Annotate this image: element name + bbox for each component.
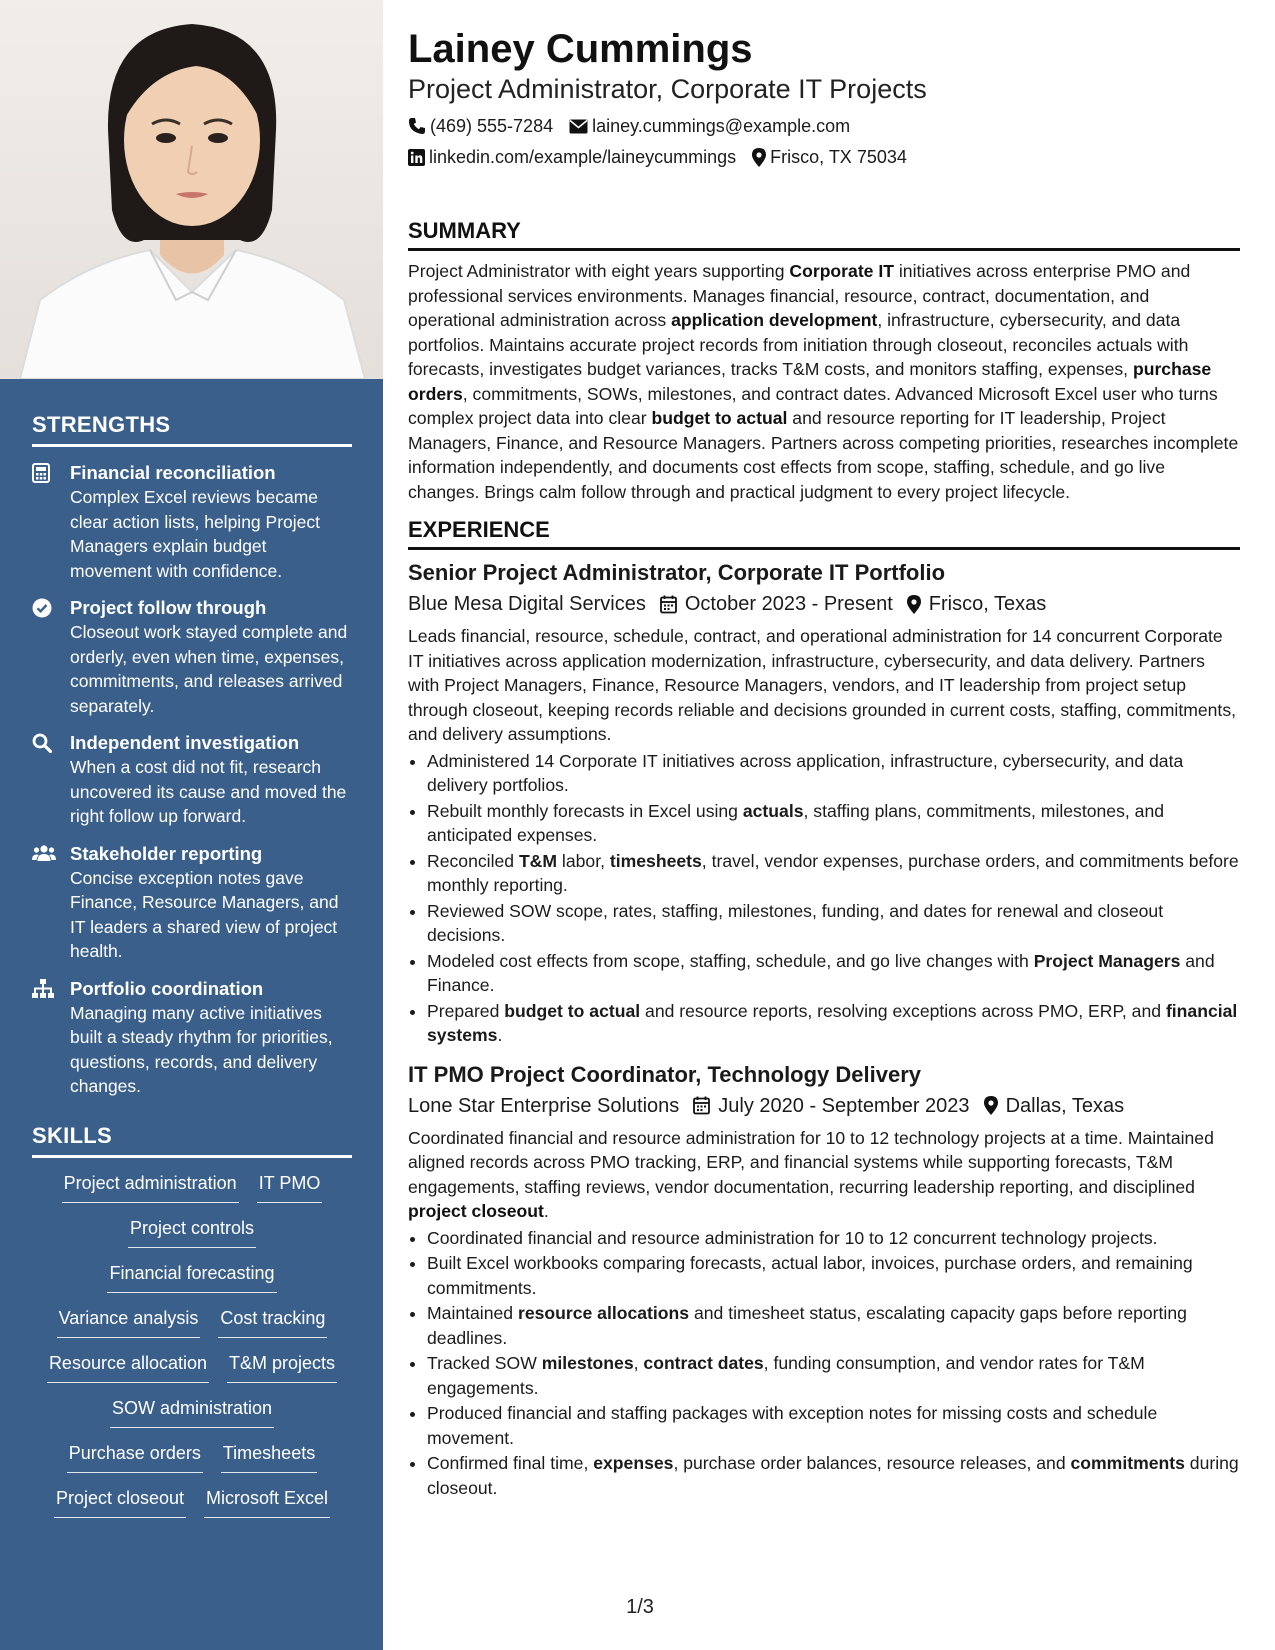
- candidate-name: Lainey Cummings: [408, 27, 753, 71]
- skill-tag: SOW administration: [110, 1397, 274, 1428]
- skill-row: [32, 1442, 352, 1473]
- text-run: Produced financial and staffing packages with exception notes for missing costs and schedule movement.: [427, 1403, 1158, 1448]
- text-run: , commitments, SOWs, milestones, and contract dates. Advanced Microsoft Excel user who turns complex project data into clear: [408, 383, 1218, 428]
- text-run: Leads financial, resource, schedule, contract, and operational administration for 14 concurrent Corporate IT initiatives across application modernization, infrastructure, cybersecurity, and data delivery. Partners with Project Managers, Finance, Resource Managers, vendors, and IT leadership from project setup through closeout, keeping records reliable and decisions grounded in current costs, staffing, commitments, and delivery assumptions.: [408, 626, 1237, 744]
- bold-text: budget to actual: [504, 1000, 641, 1021]
- strength-title: Financial reconciliation: [70, 462, 276, 483]
- email-contact[interactable]: [569, 114, 850, 138]
- bullet-item: [427, 1401, 1240, 1450]
- text-run: Confirmed final time,: [427, 1453, 594, 1473]
- summary-section: [408, 217, 1240, 504]
- text-run: Coordinated financial and resource administration for 10 to 12 concurrent technology projects.: [427, 1227, 1158, 1248]
- job-entry: [408, 558, 1240, 1048]
- text-run: and resource reports, resolving exceptions across PMO, ERP, and: [640, 1000, 1166, 1021]
- text-run: Administered 14 Corporate IT initiatives across application, infrastructure, cybersecurity, and data delivery portfolios.: [427, 750, 1184, 795]
- location-contact: [752, 145, 907, 169]
- job-intro: [408, 624, 1240, 747]
- job-meta: [408, 1092, 1240, 1120]
- skill-row: [32, 1487, 352, 1518]
- strength-item: [32, 977, 352, 1099]
- text-run: during closeout.: [427, 1453, 1239, 1498]
- company-name: Lone Star Enterprise Solutions: [408, 1094, 680, 1117]
- bold-text: T&M: [518, 850, 558, 871]
- bullet-item: [427, 949, 1240, 998]
- text-run: , purchase order balances, resource releases, and: [673, 1453, 1071, 1473]
- bullet-item: [427, 799, 1240, 848]
- sidebar-content: [32, 412, 352, 1518]
- text-run: , funding consumption, and vendor rates for T&M engagements.: [427, 1353, 1145, 1398]
- strength-item: [32, 461, 352, 583]
- bullet-item: [427, 749, 1240, 798]
- strength-title: Independent investigation: [70, 732, 300, 753]
- skill-tag: Cost tracking: [218, 1307, 327, 1338]
- job-location: [907, 590, 1046, 618]
- text-run: initiatives across enterprise PMO and professional services environments. Manages financial, resource, contract, documentation, and operational administration across: [408, 261, 1191, 330]
- envelope-icon: [569, 119, 588, 134]
- strengths-heading: STRENGTHS: [32, 412, 352, 447]
- skill-row: [32, 1352, 352, 1383]
- email-text[interactable]: lainey.cummings@example.com: [592, 116, 851, 136]
- skill-tag: Resource allocation: [47, 1352, 209, 1383]
- job-title: Senior Project Administrator, Corporate IT Portfolio: [408, 560, 946, 585]
- candidate-role: Project Administrator, Corporate IT Projects: [408, 74, 927, 104]
- experience-section: [408, 516, 1240, 1500]
- bullet-item: [427, 1351, 1240, 1400]
- strength-desc: Complex Excel reviews became clear action lists, helping Project Managers explain budget movement with confidence.: [70, 487, 320, 581]
- phone-icon: [408, 117, 426, 135]
- bold-text: budget to actual: [651, 408, 788, 428]
- map-pin-icon: [907, 595, 921, 614]
- skill-row: [32, 1217, 352, 1248]
- strength-title: Stakeholder reporting: [70, 842, 263, 864]
- job-bullets: [408, 1226, 1240, 1501]
- summary-text: [408, 259, 1240, 504]
- bullet-item: [427, 1226, 1240, 1251]
- bold-text: application development: [671, 310, 878, 330]
- strength-title: Portfolio coordination: [70, 977, 264, 999]
- strength-title: Project follow through: [70, 597, 267, 618]
- job-location-text: Frisco, Texas: [928, 593, 1047, 615]
- bold-text: expenses: [593, 1453, 674, 1473]
- text-run: , infrastructure, cybersecurity, and data portfolios. Maintains accurate project records from initiation through closeout, reconciles actuals with forecasts, investigates budget variances, tracks T&M costs, and monitors staffing, expenses,: [408, 310, 1189, 379]
- text-run: Reconciled: [427, 850, 519, 871]
- bold-text: actuals: [742, 800, 804, 821]
- company-name: Blue Mesa Digital Services: [408, 593, 646, 615]
- strength-desc: Managing many active initiatives built a steady rhythm for priorities, questions, records, and delivery changes.: [70, 1002, 333, 1096]
- bold-text: financial systems: [427, 1000, 1238, 1045]
- skill-tag: IT PMO: [257, 1172, 323, 1203]
- portrait-image: [0, 0, 383, 379]
- text-run: and timesheet status, escalating capacity gaps before reporting deadlines.: [427, 1303, 1187, 1348]
- text-run: Prepared: [427, 1000, 505, 1021]
- text-run: ,: [633, 1353, 644, 1373]
- bullet-item: [427, 1451, 1240, 1500]
- strength-item: [32, 596, 352, 718]
- text-run: Coordinated financial and resource administration for 10 to 12 technology projects at a time. Maintained aligned records across PMO tracking, ERP, and financial systems while supporting forecasts, T&M engagements, staffing reviews, vendor documentation, recurring leadership reporting, and disciplined: [408, 1127, 1214, 1197]
- bold-text: Corporate IT: [789, 261, 894, 281]
- bullet-item: [427, 1251, 1240, 1300]
- job-dates: [660, 590, 893, 618]
- text-run: and Finance.: [427, 950, 1215, 995]
- calendar-icon: [693, 1096, 710, 1115]
- skill-tag: Project administration: [62, 1172, 239, 1203]
- skill-row: [32, 1172, 352, 1203]
- location-text: Frisco, TX 75034: [770, 147, 907, 167]
- skill-tag: Financial forecasting: [107, 1262, 276, 1293]
- summary-heading: SUMMARY: [408, 217, 1240, 251]
- phone-text: (469) 555-7284: [430, 116, 554, 136]
- map-pin-icon: [752, 148, 766, 167]
- job-dates: [693, 1092, 969, 1120]
- bullet-item: [427, 899, 1240, 948]
- job-location: [984, 1092, 1125, 1120]
- bold-text: purchase orders: [408, 359, 1212, 404]
- sitemap-icon: [32, 977, 70, 1099]
- sidebar: [0, 0, 383, 1650]
- strength-desc: Closeout work stayed complete and orderly, even when time, expenses, commitments, and releases arrived separately.: [70, 622, 348, 716]
- skill-tag: Microsoft Excel: [204, 1487, 330, 1518]
- bold-text: Project Managers: [1033, 950, 1181, 971]
- text-run: Reviewed SOW scope, rates, staffing, milestones, funding, and dates for renewal and closeout decisions.: [427, 900, 1164, 945]
- contact-row: [408, 145, 1240, 169]
- bold-text: resource allocations: [517, 1303, 690, 1323]
- linkedin-icon: [408, 149, 425, 166]
- strength-desc: When a cost did not fit, research uncovered its cause and moved the right follow up forward.: [70, 757, 347, 826]
- calendar-icon: [660, 595, 677, 614]
- bold-text: commitments: [1070, 1453, 1185, 1473]
- text-run: and resource reporting for IT leadership, Project Managers, Finance, and Resource Managers. Partners across competing priorities, researches incomplete information independently, and documents cost effects from scope, staffing, schedule, and go live changes. Brings calm follow through and practical judgment to every project lifecycle.: [408, 408, 1239, 502]
- skill-tag: Project controls: [128, 1217, 256, 1248]
- text-run: , travel, vendor expenses, purchase orders, and commitments before monthly reporting.: [427, 850, 1239, 895]
- bullet-item: [427, 999, 1240, 1048]
- job-title: IT PMO Project Coordinator, Technology Delivery: [408, 1061, 922, 1087]
- skill-tag: Variance analysis: [57, 1307, 201, 1338]
- calculator-icon: [32, 461, 70, 583]
- job-dates-text: July 2020 - September 2023: [718, 1094, 970, 1117]
- skill-tag: Purchase orders: [67, 1442, 203, 1473]
- search-icon: [32, 731, 70, 829]
- job-bullets: [408, 749, 1240, 1048]
- strength-item: [32, 731, 352, 829]
- bullet-item: [427, 849, 1240, 898]
- strength-desc: Concise exception notes gave Finance, Resource Managers, and IT leaders a shared view of project health.: [70, 867, 339, 961]
- skill-row: [32, 1307, 352, 1338]
- text-run: .: [543, 1201, 549, 1221]
- text-run: , staffing plans, commitments, milestones, and anticipated expenses.: [427, 800, 1165, 845]
- skill-tag: Timesheets: [221, 1442, 317, 1473]
- users-icon: [32, 842, 70, 964]
- bold-text: timesheets: [609, 850, 702, 871]
- phone-contact: [408, 114, 553, 138]
- check-circle-icon: [32, 596, 70, 718]
- job-location-text: Dallas, Texas: [1005, 1094, 1125, 1117]
- text-run: Modeled cost effects from scope, staffing, schedule, and go live changes with: [427, 950, 1034, 971]
- skill-row: [32, 1397, 352, 1428]
- experience-heading: EXPERIENCE: [408, 516, 1240, 550]
- bold-text: milestones: [541, 1353, 634, 1373]
- text-run: Maintained: [427, 1303, 518, 1323]
- skills-heading: SKILLS: [32, 1123, 352, 1158]
- job-meta: [408, 590, 1240, 618]
- job-entry: [408, 1060, 1240, 1501]
- text-run: Rebuilt monthly forecasts in Excel using: [427, 800, 743, 821]
- text-run: Built Excel workbooks comparing forecasts, actual labor, invoices, purchase orders, and remaining commitments.: [427, 1253, 1193, 1298]
- text-run: labor,: [557, 850, 610, 871]
- bold-text: project closeout: [408, 1201, 544, 1221]
- linkedin-text[interactable]: linkedin.com/example/laineycummings: [429, 147, 737, 167]
- page-number: 1/3: [626, 1596, 654, 1618]
- main-content: [408, 26, 1240, 1501]
- text-run: Tracked SOW: [427, 1353, 542, 1373]
- job-intro: [408, 1126, 1240, 1224]
- text-run: .: [497, 1025, 503, 1045]
- map-pin-icon: [984, 1096, 998, 1115]
- strength-item: [32, 842, 352, 964]
- skill-tag: Project closeout: [54, 1487, 186, 1518]
- bold-text: contract dates: [643, 1353, 764, 1373]
- skill-tag: T&M projects: [227, 1352, 337, 1383]
- text-run: Project Administrator with eight years supporting: [408, 261, 790, 281]
- linkedin-contact[interactable]: [408, 145, 736, 169]
- contact-row: [408, 114, 1240, 138]
- skill-row: [32, 1262, 352, 1293]
- job-dates-text: October 2023 - Present: [684, 593, 893, 615]
- bullet-item: [427, 1301, 1240, 1350]
- profile-photo: [0, 0, 383, 379]
